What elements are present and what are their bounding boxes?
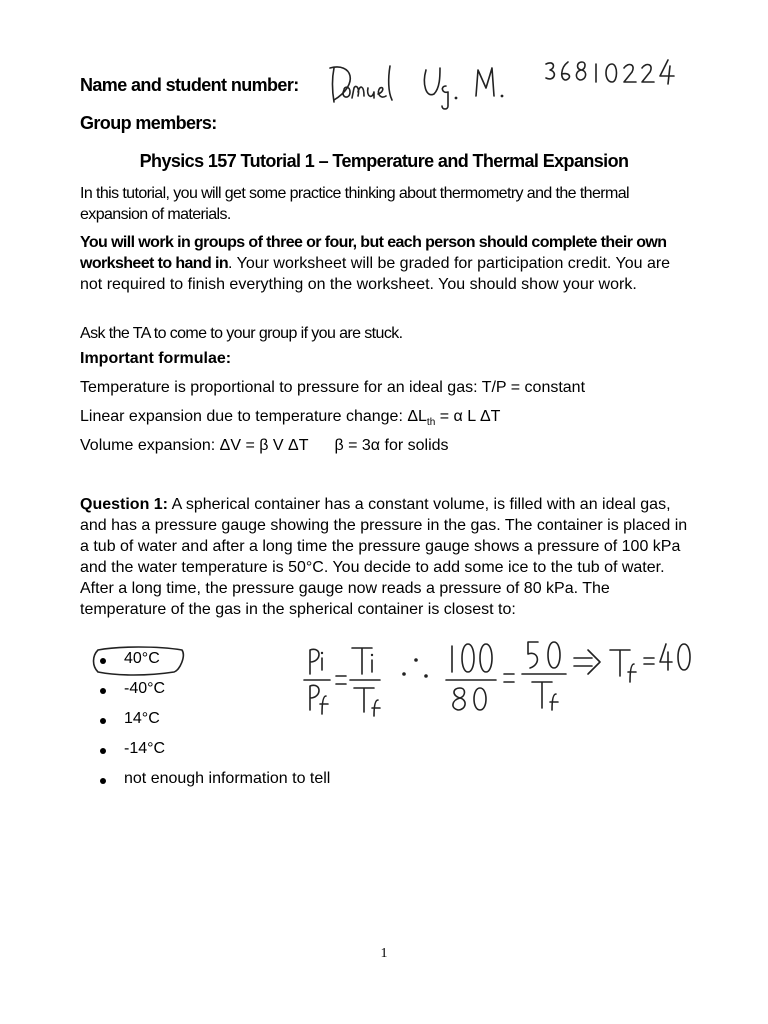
option-1-label: 40°C [124,650,160,667]
name-label: Name and student number: [80,75,299,95]
option-2-label: -40°C [124,680,166,697]
formula-linear-expansion-text: Linear expansion due to temperature change: ΔL [80,408,427,425]
selected-answer-circle [88,642,188,678]
formula-beta-relation: β = 3α for solids [334,437,449,454]
formulae-heading: Important formulae: [80,350,232,367]
group-members-label: Group members: [80,113,217,133]
question-1-label: Question 1: [80,496,169,513]
instructions-bold: You will work in groups of three or four, but each person should complete their own worksheet to hand in [80,234,667,272]
bullet-icon [100,778,106,784]
question-1 [80,494,690,620]
handwritten-work [300,630,700,720]
bullet-icon [100,748,106,754]
page-number: 1 [380,946,388,961]
formula-volume-expansion-text: Volume expansion: ΔV = β V ΔT [80,437,309,454]
intro-paragraph: In this tutorial, you will get some practice thinking about thermometry and the thermal expansion of materials. [80,185,629,223]
formula-subscript: th [426,417,436,429]
instructions-rest: . Your worksheet will be graded for participation credit. You are not required to finish everything on the worksheet. You should show your work. [80,255,671,293]
option-3-label: 14°C [124,710,160,727]
formula-ideal-gas: Temperature is proportional to pressure for an ideal gas: T/P = constant [80,379,586,396]
formula-linear-expansion [80,408,500,428]
formula-linear-expansion-rest: = α L ΔT [435,408,501,425]
handwritten-signature [322,54,682,110]
formula-volume-expansion [80,437,449,455]
bullet-icon [100,688,106,694]
question-1-text: A spherical container has a constant volume, is filled with an ideal gas, and has a pressure gauge showing the pressure in the gas. The container is placed in a tub of water and after a long time the pressure gauge shows a pressure of 100 kPa and the water temperature is 50°C. You decide to add some ice to the tub of water. After a long time, the pressure gauge now reads a pressure of 80 kPa. The temperature of the gas in the spherical container is closest to: [80,496,688,618]
bullet-icon [100,718,106,724]
ta-note: Ask the TA to come to your group if you are stuck. [80,325,403,342]
option-4-label: -14°C [124,740,166,757]
page-title: Physics 157 Tutorial 1 – Temperature and Thermal Expansion [139,151,629,171]
instructions-paragraph [80,232,680,295]
option-5-label: not enough information to tell [124,770,331,787]
